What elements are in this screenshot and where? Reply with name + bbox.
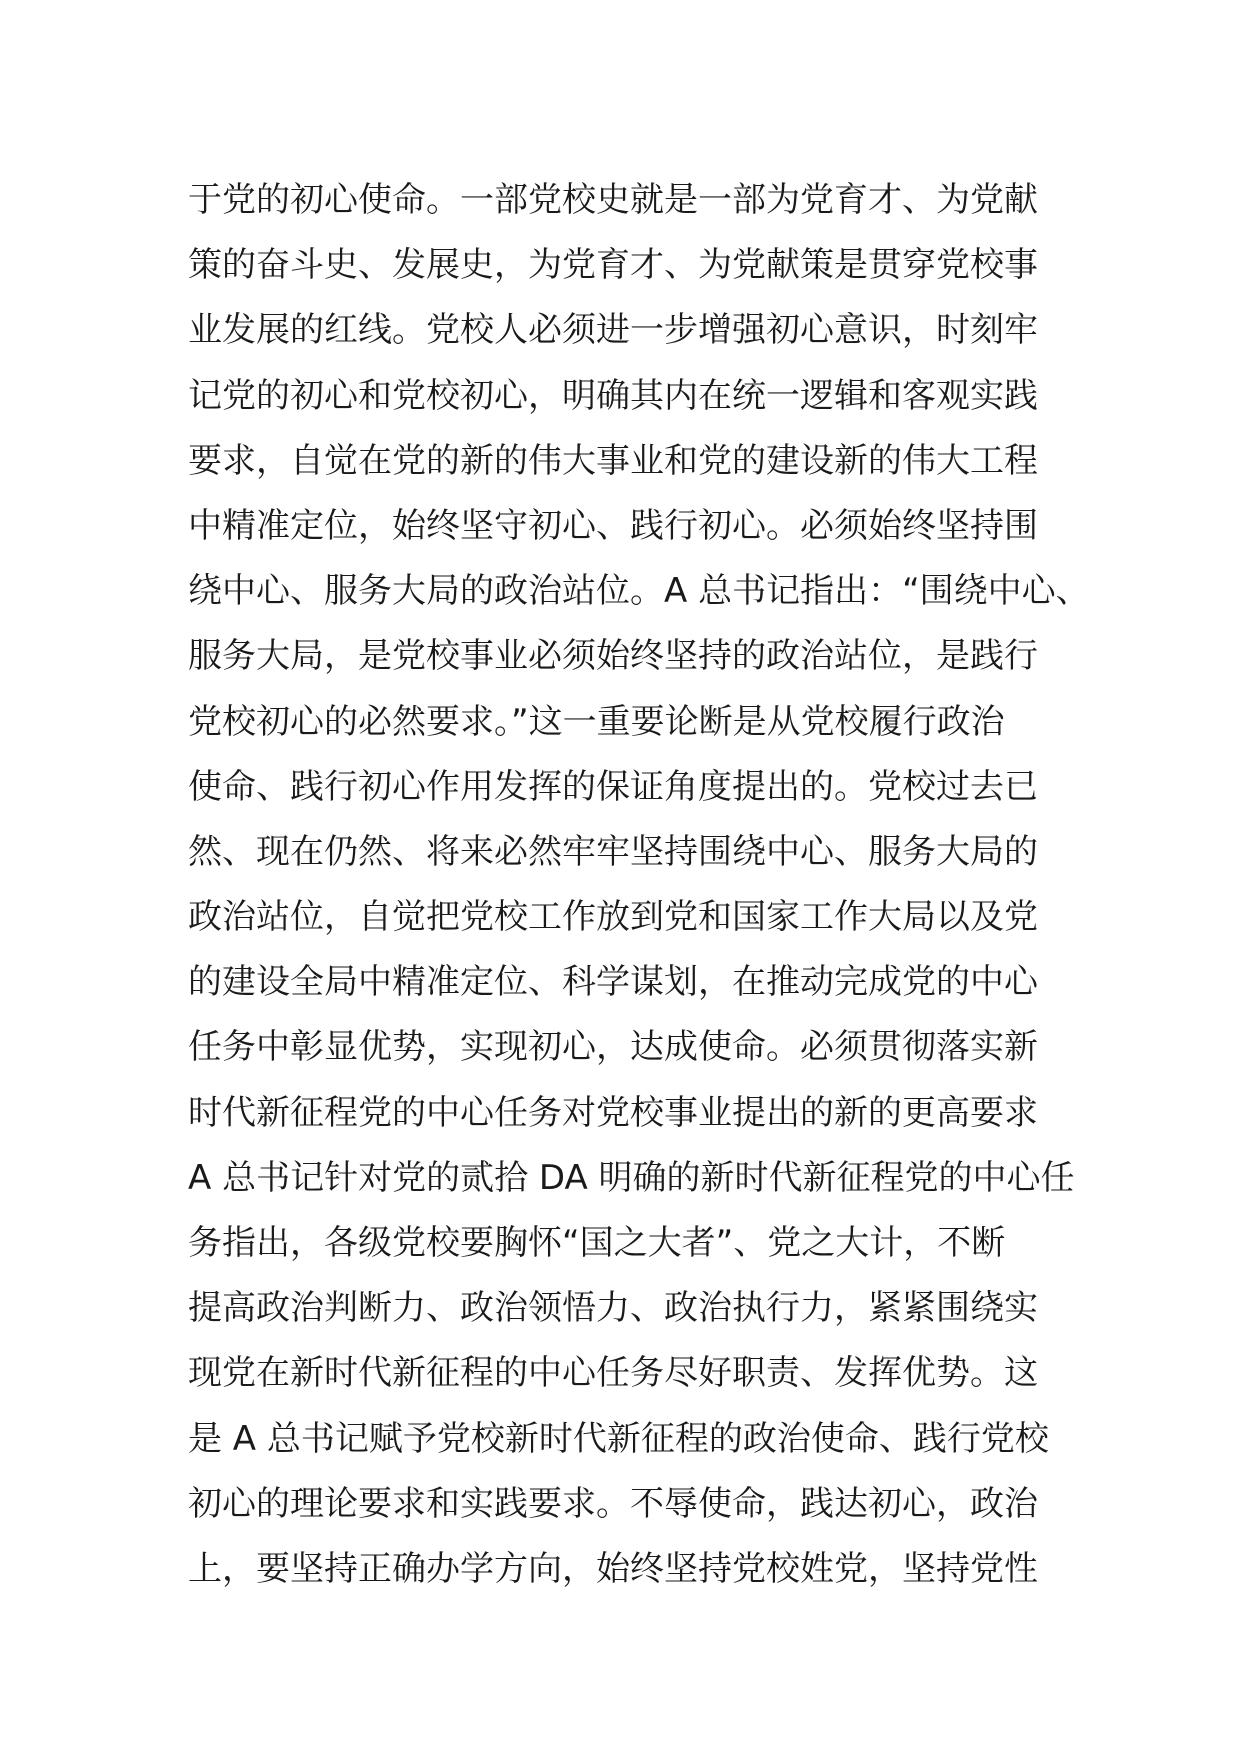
text-line: 业发展的红线。党校人必须进一步增强初心意识，时刻牢 xyxy=(188,310,1038,351)
text-line: 的建设全局中精准定位、科学谋划，在推动完成党的中心 xyxy=(188,962,1038,1003)
text-line: 于党的初心使命。一部党校史就是一部为党育才、为党献 xyxy=(188,180,1038,220)
text-line: 是 A 总书记赋予党校新时代新征程的政治使命、践行党校 xyxy=(188,1418,1049,1459)
text-line: 现党在新时代新征程的中心任务尽好职责、发挥优势。这 xyxy=(188,1353,1038,1394)
text-line: 策的奋斗史、发展史，为党育才、为党献策是贯穿党校事 xyxy=(188,245,1038,286)
text-line: 政治站位，自觉把党校工作放到党和国家工作大局以及党 xyxy=(188,897,1038,938)
text-line: 中精准定位，始终坚守初心、践行初心。必须始终坚持围 xyxy=(188,505,1038,546)
text-line: 服务大局，是党校事业必须始终坚持的政治站位，是践行 xyxy=(188,636,1038,677)
text-line: 然、现在仍然、将来必然牢牢坚持围绕中心、服务大局的 xyxy=(188,831,1038,872)
text-line: 提高政治判断力、政治领悟力、政治执行力，紧紧围绕实 xyxy=(188,1288,1038,1329)
text-line: 记党的初心和党校初心，明确其内在统一逻辑和客观实践 xyxy=(188,375,1038,416)
body-paragraph xyxy=(188,168,1088,1602)
text-line: 绕中心、服务大局的政治站位。A 总书记指出：“围绕中心、 xyxy=(188,571,1090,612)
text-line: 上，要坚持正确办学方向，始终坚持党校姓党，坚持党性 xyxy=(188,1548,1038,1589)
text-line: 要求，自觉在党的新的伟大事业和党的建设新的伟大工程 xyxy=(188,440,1038,481)
text-line: 使命、践行初心作用发挥的保证角度提出的。党校过去已 xyxy=(188,766,1038,807)
text-line: 任务中彰显优势，实现初心，达成使命。必须贯彻落实新 xyxy=(188,1027,1038,1068)
text-line: 党校初心的必然要求。”这一重要论断是从党校履行政治 xyxy=(188,701,1005,742)
text-line: 务指出，各级党校要胸怀“国之大者”、党之大计，不断 xyxy=(188,1223,1006,1263)
text-line: 初心的理论要求和实践要求。不辱使命，践达初心，政治 xyxy=(188,1483,1038,1524)
text-line: 时代新征程党的中心任务对党校事业提出的新的更高要求 xyxy=(188,1092,1038,1133)
text-line: A 总书记针对党的贰拾 DA 明确的新时代新征程党的中心任 xyxy=(188,1157,1075,1198)
